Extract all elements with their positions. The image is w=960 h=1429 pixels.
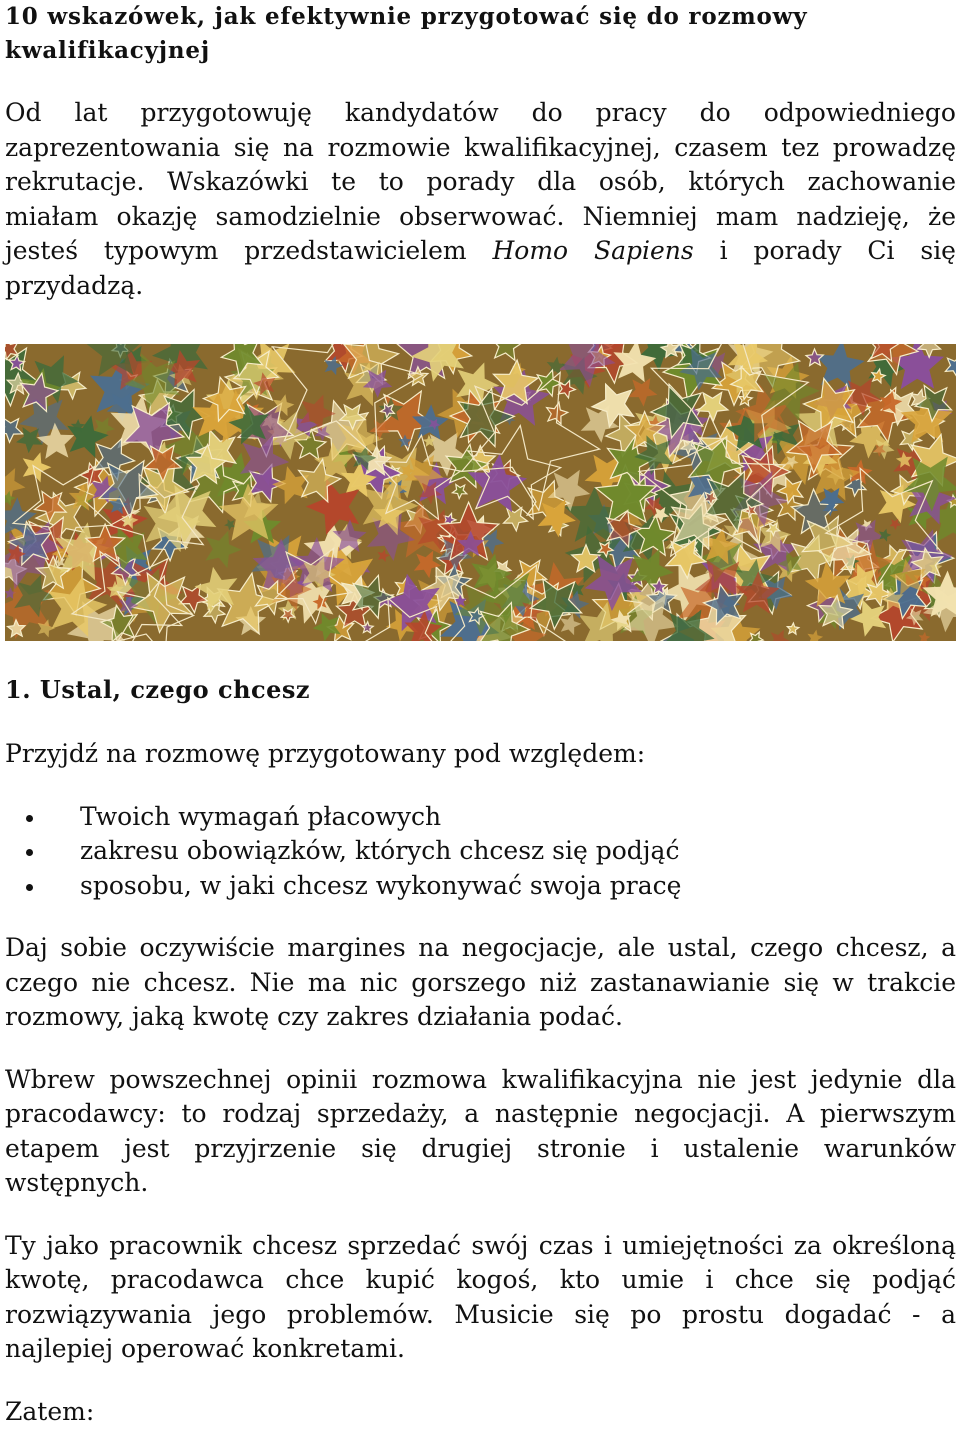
intro-paragraph bbox=[5, 96, 956, 303]
list-item bbox=[5, 834, 956, 869]
intro-italic-text: Homo Sapiens bbox=[493, 236, 694, 265]
intro-text-2: i porady Ci się przydadzą. bbox=[5, 236, 956, 300]
requirements-list bbox=[5, 800, 956, 904]
list-item-text: sposobu, w jaki chcesz wykonywać swoja pracę bbox=[80, 871, 681, 900]
bullet-icon bbox=[26, 849, 33, 856]
list-item bbox=[5, 869, 956, 904]
list-item bbox=[5, 800, 956, 835]
paragraph-therefore: Zatem: bbox=[5, 1395, 956, 1429]
section-heading: 1. Ustal, czego chcesz bbox=[5, 673, 956, 707]
bullet-icon bbox=[26, 884, 33, 891]
intro-text-1: Od lat przygotowuję kandydatów do pracy do odpowiedniego zaprezentowania się na rozmowie kwalifikacyjnej, czasem tez prowadzę rekrutacje. Wskazówki te to porady dla osób, których zachowanie miałam okazję samodzielnie obserwować. Niemniej mam nadzieję, że jesteś typowym przedstawicielem bbox=[5, 98, 956, 265]
section-lead: Przyjdź na rozmowę przygotowany pod względem: bbox=[5, 737, 956, 772]
paragraph-agreement: Ty jako pracownik chcesz sprzedać swój czas i umiejętności za określoną kwotę, pracodawca chce kupić kogoś, kto umie i chce się podjąć rozwiązywania jego problemów. Musicie się po prostu dogadać - a najlepiej operować konkretami. bbox=[5, 1229, 956, 1367]
stars-illustration bbox=[5, 344, 956, 641]
bullet-icon bbox=[26, 815, 33, 822]
list-item-text: zakresu obowiązków, których chcesz się podjąć bbox=[80, 836, 679, 865]
paragraph-margin: Daj sobie oczywiście margines na negocjacje, ale ustal, czego chcesz, a czego nie chcesz. Nie ma nic gorszego niż zastanawianie się w trakcie rozmowy, jaką kwotę czy zakres działania podać. bbox=[5, 931, 956, 1035]
document-page bbox=[5, 0, 956, 1429]
list-item-text: Twoich wymagań płacowych bbox=[80, 802, 441, 831]
stars-collage-image bbox=[5, 344, 956, 641]
paragraph-sales: Wbrew powszechnej opinii rozmowa kwalifikacyjna nie jest jedynie dla pracodawcy: to rodzaj sprzedaży, a następnie negocjacji. A pierwszym etapem jest przyjrzenie się drugiej stronie i ustalenie warunków wstępnych. bbox=[5, 1063, 956, 1201]
document-title: 10 wskazówek, jak efektywnie przygotować się do rozmowy kwalifikacyjnej bbox=[5, 0, 956, 68]
